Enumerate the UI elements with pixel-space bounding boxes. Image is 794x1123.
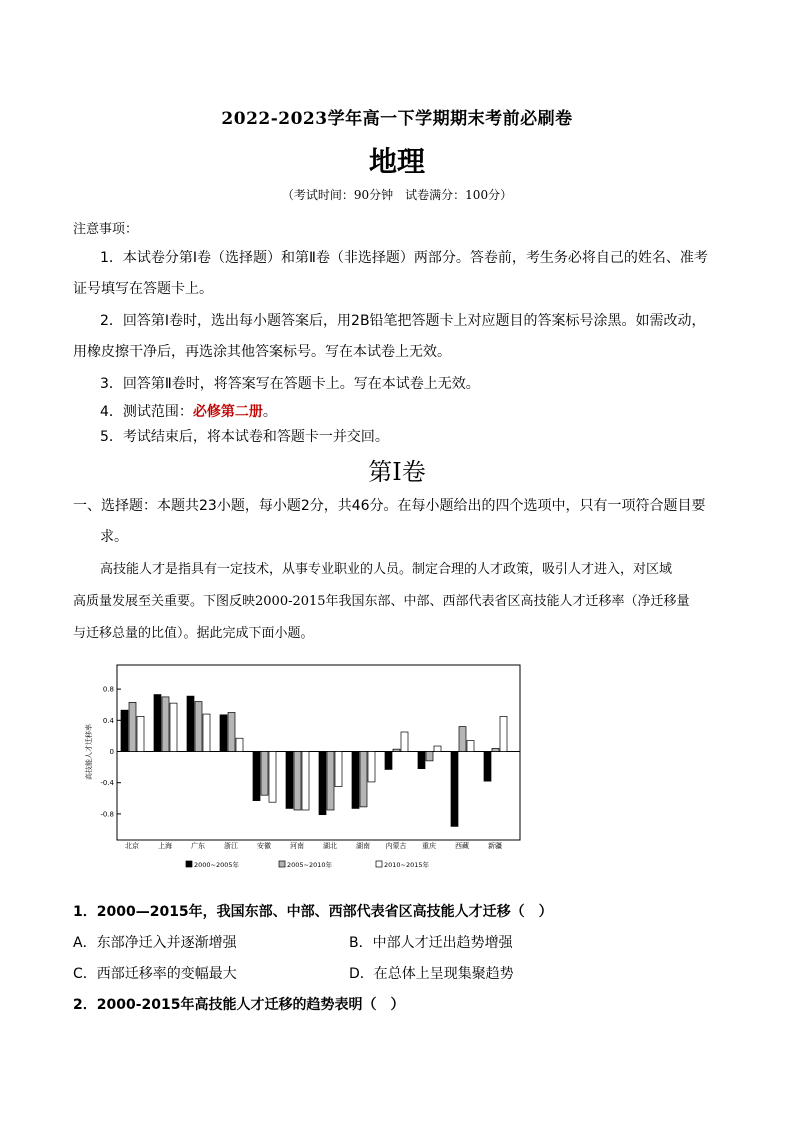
bar-1 <box>418 752 425 769</box>
bar-3 <box>170 703 177 751</box>
x-tick-label: 湖南 <box>356 842 370 850</box>
bar-1 <box>187 696 194 751</box>
notice-item-2-line-1: 2．回答第Ⅰ卷时，选出每小题答案后，用2B铅笔把答题卡上对应题目的答案标号涂黑。如需改动， <box>100 313 706 329</box>
section-instruction-line-1: 一、选择题：本题共23小题，每小题2分，共46分。在每小题给出的四个选项中，只有一项符合题目要 <box>73 498 706 514</box>
bar-3 <box>335 752 342 787</box>
x-tick-label: 浙江 <box>224 842 238 850</box>
bar-3 <box>434 746 441 751</box>
chart-frame <box>117 665 520 840</box>
bar-3 <box>269 752 276 803</box>
bar-3 <box>368 752 375 782</box>
notice-heading: 注意事项： <box>73 222 139 237</box>
x-tick-label: 河南 <box>290 842 304 850</box>
notice-item-4-suffix: 。 <box>262 404 277 420</box>
bar-2 <box>294 752 301 811</box>
exam-title: 2022-2023学年高一下学期期末考前必刷卷 <box>221 109 573 129</box>
y-tick-label: 0 <box>109 748 114 756</box>
notice-item-4 <box>100 401 277 421</box>
x-tick-label: 上海 <box>158 842 172 850</box>
legend-label: 2010~2015年 <box>384 861 430 869</box>
bar-2 <box>459 727 466 752</box>
bar-1 <box>385 752 392 770</box>
bar-3 <box>500 716 507 751</box>
legend-label: 2000~2005年 <box>194 861 240 869</box>
bar-2 <box>426 752 433 761</box>
bar-1 <box>220 715 227 752</box>
x-tick-label: 安徽 <box>257 842 271 850</box>
passage-line-3: 与迁移总量的比值）。据此完成下面小题。 <box>73 626 314 641</box>
exam-info: （考试时间：90分钟 试卷满分：100分） <box>281 188 513 202</box>
section-title: 第Ⅰ卷 <box>368 458 426 486</box>
x-tick-label: 重庆 <box>422 842 436 850</box>
bar-2 <box>393 749 400 751</box>
x-tick-label: 北京 <box>125 842 139 850</box>
notice-item-4-prefix: 4．测试范围： <box>100 404 193 420</box>
y-tick-label: -0.8 <box>100 810 114 819</box>
notice-item-1-line-1: 1．本试卷分第Ⅰ卷（选择题）和第Ⅱ卷（非选择题）两部分。答卷前，考生务必将自己的姓名、准考 <box>100 250 708 266</box>
legend-swatch <box>279 861 285 867</box>
question-1-option-c: C．西部迁移率的变幅最大 <box>73 966 237 982</box>
chart-x-labels <box>125 841 502 850</box>
bar-1 <box>286 752 293 809</box>
bar-1 <box>319 752 326 815</box>
legend-swatch <box>376 861 382 867</box>
x-tick-label: 广东 <box>191 842 205 850</box>
x-tick-label: 西藏 <box>455 842 469 850</box>
bar-3 <box>467 741 474 752</box>
chart-y-label: 高技能人才迁移率 <box>85 724 93 780</box>
bar-1 <box>352 752 359 809</box>
bar-2 <box>492 748 499 751</box>
bar-2 <box>360 752 367 807</box>
section-instruction-line-2: 求。 <box>100 529 128 545</box>
bar-3 <box>302 752 309 811</box>
bar-1 <box>484 752 491 782</box>
notice-item-3: 3．回答第Ⅱ卷时，将答案写在答题卡上。写在本试卷上无效。 <box>100 376 480 392</box>
subject-title: 地理 <box>368 145 425 178</box>
notice-item-5: 5．考试结束后，将本试卷和答题卡一并交回。 <box>100 429 389 445</box>
chart-legend <box>186 860 430 869</box>
question-2-stem: 2．2000-2015年高技能人才迁移的趋势表明（ ） <box>73 997 405 1013</box>
bar-1 <box>154 695 161 752</box>
bar-1 <box>253 752 260 801</box>
y-tick-label: -0.4 <box>100 779 114 788</box>
bar-3 <box>137 716 144 751</box>
x-tick-label: 湖北 <box>323 842 337 850</box>
x-tick-label: 新疆 <box>488 842 502 850</box>
bar-2 <box>327 752 334 811</box>
test-scope: 必修第二册 <box>192 404 263 420</box>
bar-3 <box>236 738 243 751</box>
notice-item-1-line-2: 证号填写在答题卡上。 <box>73 281 213 297</box>
x-tick-label: 内蒙古 <box>385 842 407 850</box>
bar-1 <box>451 752 458 827</box>
bar-2 <box>129 702 136 751</box>
legend-swatch <box>186 861 192 867</box>
passage-line-1: 高技能人才是指具有一定技术，从事专业职业的人员。制定合理的人才政策，吸引人才进入，对区域 <box>100 562 673 577</box>
notice-item-2-line-2: 用橡皮擦干净后，再选涂其他答案标号。写在本试卷上无效。 <box>73 344 451 360</box>
legend-label: 2005~2010年 <box>287 861 333 869</box>
question-1-option-d: D．在总体上呈现集聚趋势 <box>349 966 514 982</box>
question-1-option-b: B．中部人才迁出趋势增强 <box>349 935 513 951</box>
y-tick-label: 0.4 <box>102 716 114 725</box>
y-tick-label: 0.8 <box>102 685 114 694</box>
bar-3 <box>401 732 408 752</box>
bar-3 <box>203 714 210 751</box>
bar-2 <box>228 713 235 752</box>
bar-2 <box>195 702 202 752</box>
question-1-stem: 1．2000—2015年，我国东部、中部、西部代表省区高技能人才迁移（ ） <box>73 904 553 920</box>
passage-line-2: 高质量发展至关重要。下图反映2000-2015年我国东部、中部、西部代表省区高技能人才迁移率（净迁移量 <box>73 594 690 609</box>
bar-1 <box>121 710 128 751</box>
bar-2 <box>261 752 268 796</box>
bar-2 <box>162 697 169 752</box>
chart-bars <box>121 695 507 827</box>
question-1-option-a: A．东部净迁入并逐渐增强 <box>73 935 237 951</box>
migration-rate-chart <box>80 658 530 878</box>
